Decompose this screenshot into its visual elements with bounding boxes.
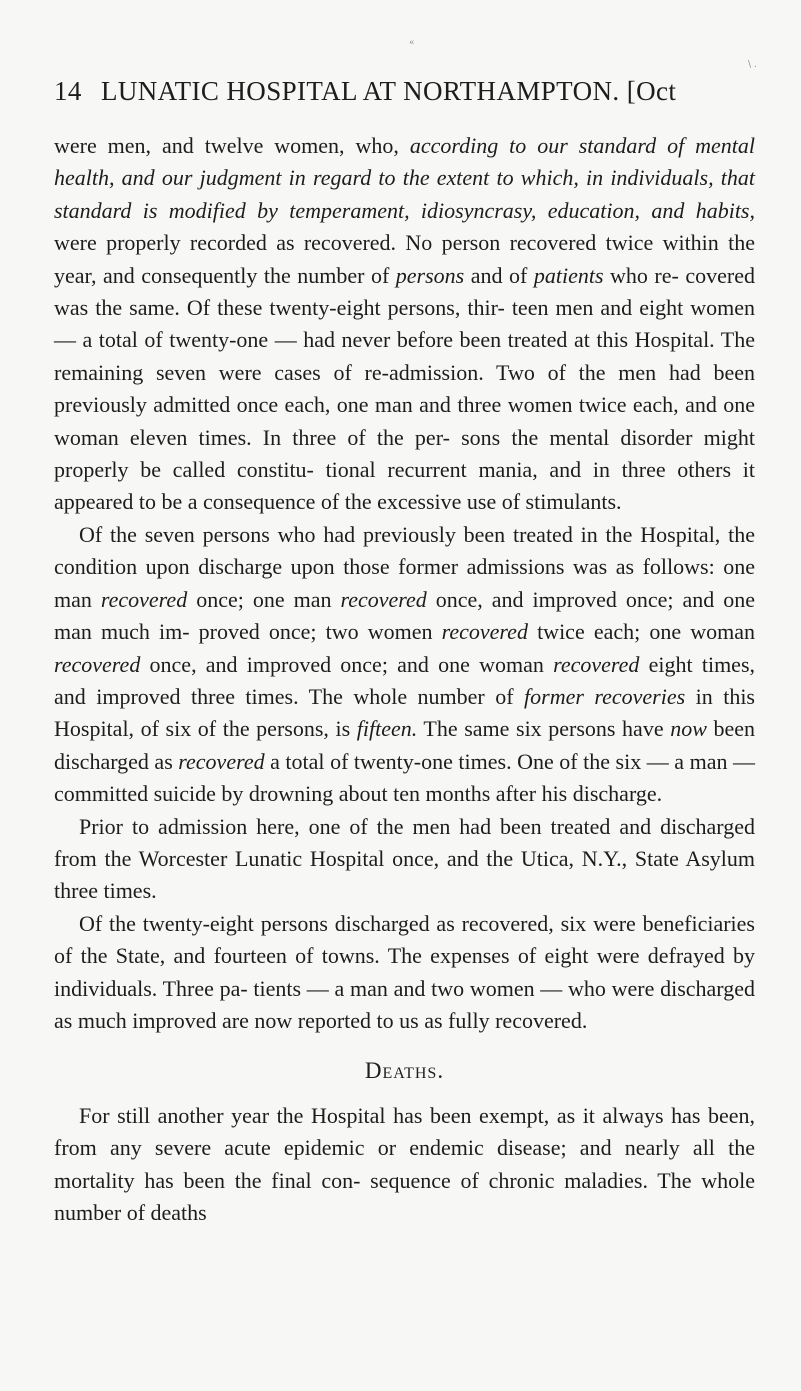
italic-run: recovered: [553, 651, 640, 677]
text-run: were properly recorded as recovered. No person recovered twice within the year, and consequently the number of: [54, 230, 755, 288]
text-run: once; one man: [187, 586, 341, 612]
italic-run: recovered: [441, 619, 528, 645]
text-run: twice each; one woman: [527, 619, 755, 645]
text-run: and of: [464, 262, 534, 288]
running-title: LUNATIC HOSPITAL AT NORTHAMPTON.: [100, 76, 620, 106]
italic-run: former recoveries: [524, 683, 686, 709]
paragraph-prior-admission: Prior to admission here, one of the men had been treated and discharged from the Worcester Lunatic Hospital once, and the Utica, N.Y., State Asylum three times.: [54, 813, 755, 904]
italic-run: recovered: [340, 586, 427, 612]
paragraph-recoveries: [54, 130, 755, 519]
paragraph-deaths: For still another year the Hospital has been exempt, as it always has been, from any severe acute epidemic or endemic disease; and nearly all the mortality has been the final con- sequence of chronic maladies. The whole number of deaths: [54, 1102, 755, 1225]
italic-run: persons: [395, 262, 465, 288]
text-run: a total of twenty-one times. One of the six — a man — committed suicide by drowning about ten months after his discharge.: [54, 748, 755, 807]
page-number: 14: [54, 76, 82, 106]
italic-run: according to our standard of mental health, and our judgment in regard to the extent to which, in individuals, that standard is modified by temperament, idiosyncrasy, education, and habits,: [54, 133, 755, 223]
paragraph-beneficiaries: Of the twenty-eight persons discharged as recovered, six were beneficiaries of the State, and fourteen of towns. The expenses of eight were defrayed by individuals. Three pa- tients — a man and two women — who were discharged as much improved are now reported to us as fully recovered.: [54, 910, 755, 1033]
running-header: [54, 76, 754, 107]
italic-run: fifteen.: [356, 716, 418, 742]
text-run: The same six persons have: [417, 716, 671, 742]
text-run: who re- covered was the same. Of these twenty-eight persons, thir- teen men and eight women — a total of twenty-one — had never before been treated at this Hospital. The remaining seven were cases of re-admission. Two of the men had been previously admitted once each, one man and three women twice each, and one woman eleven times. In three of the per- sons the mental disorder might properly be called constitu- tional recurrent mania, and in three others it appeared to be a consequence of the excessive use of stimulants.: [54, 262, 755, 515]
print-speck-corner: \ .: [748, 60, 757, 70]
text-run: were men, and twelve women, who,: [54, 133, 410, 158]
italic-run: patients: [533, 262, 604, 288]
italic-run: recovered: [54, 651, 141, 677]
text-run: eight times, and improved three times. The whole number of: [54, 651, 756, 709]
italic-run: recovered: [100, 586, 188, 612]
italic-run: recovered: [178, 748, 265, 774]
paragraph-former-admissions: [54, 519, 755, 811]
text-run: in this Hospital, of six of the persons, is: [54, 683, 755, 742]
print-speck: «: [409, 38, 415, 48]
text-run: Of the seven persons who had previously been treated in the Hospital, the condition upon discharge upon those former admissions was as follows: one man: [54, 521, 755, 612]
section-heading-deaths: Deaths.: [364, 1058, 445, 1084]
italic-run: now: [670, 716, 707, 742]
page-body: [54, 130, 755, 1229]
text-run: once, and improved once; and one woman: [140, 651, 554, 677]
header-date: [Oct: [626, 76, 677, 106]
text-run: been discharged as: [54, 716, 755, 774]
text-run: once, and improved once; and one man much im- proved once; two women: [54, 586, 755, 645]
